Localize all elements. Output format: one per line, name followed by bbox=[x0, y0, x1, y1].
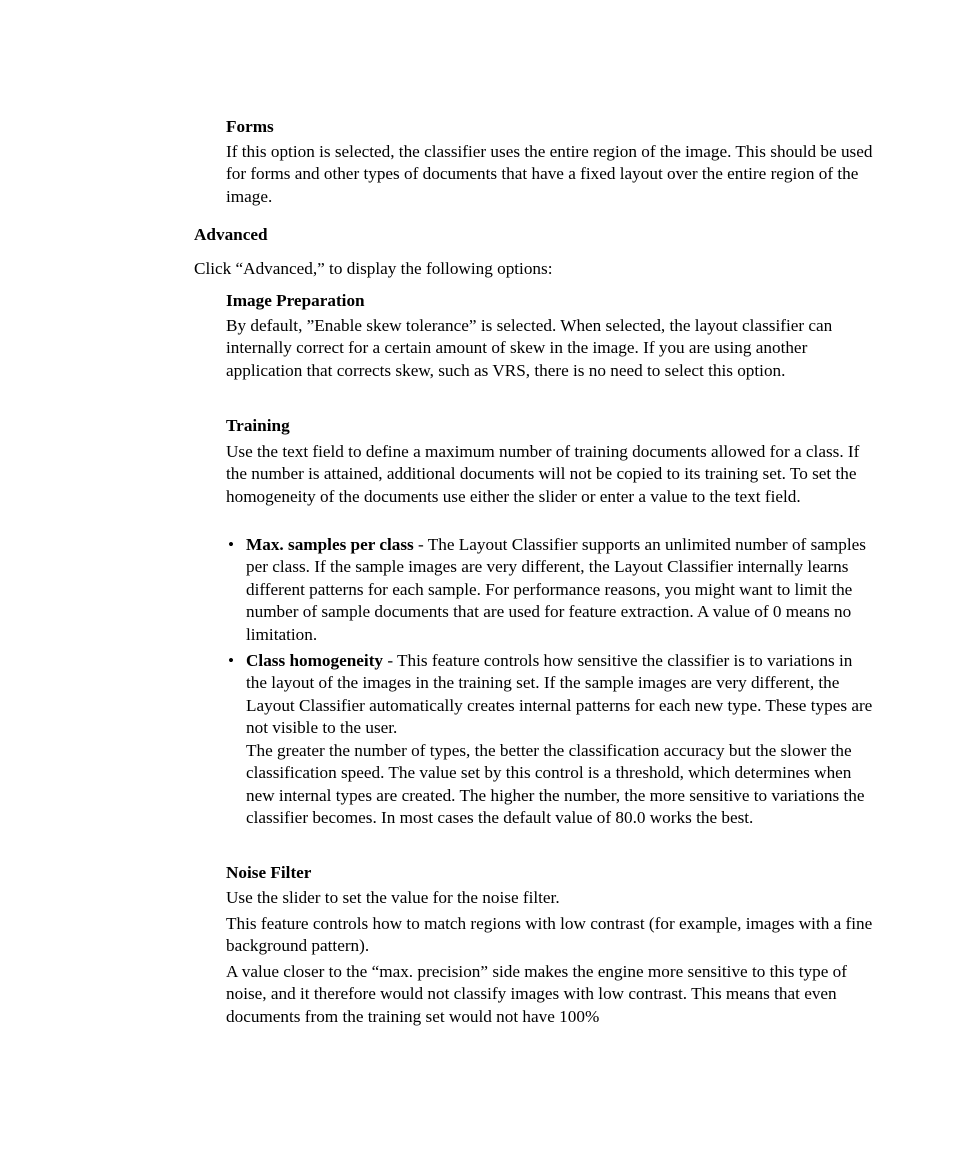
advanced-intro: Click “Advanced,” to display the following options: bbox=[194, 259, 553, 278]
image-preparation-body: By default, ”Enable skew tolerance” is selected. When selected, the layout classifier can internally correct for a certain amount of skew in the image. If you are using another application that corrects skew, such as VRS, there is no need to select this option. bbox=[226, 316, 833, 380]
bullet-icon: • bbox=[228, 651, 235, 670]
advanced-heading: Advanced bbox=[194, 225, 268, 244]
bullet-term: Class homogeneity bbox=[246, 651, 384, 670]
noise-filter-para3: A value closer to the “max. precision” side makes the engine more sensitive to this type of noise, and it therefore would not classify images with low contrast. This means that even documents from the training set would not have 100% bbox=[226, 962, 847, 1026]
noise-filter-para2: This feature controls how to match regions with low contrast (for example, images with a fine background pattern). bbox=[226, 914, 873, 956]
training-body: Use the text field to define a maximum number of training documents allowed for a class. If the number is attained, additional documents will not be copied to its training set. To set the homogeneity of the documents use either the slider or enter a value to the text field. bbox=[226, 442, 860, 506]
forms-body: If this option is selected, the classifier uses the entire region of the image. This should be used for forms and other types of documents that have a fixed layout over the entire region of the image. bbox=[226, 142, 873, 206]
forms-heading: Forms bbox=[226, 117, 274, 136]
bullet-text: - The Layout Classifier supports an unlimited number of samples per class. If the sample images are very different, the Layout Classifier internally learns different patterns for each sample. For performance reasons, you might want to limit the number of sample documents that are used for feature extraction. A value of 0 means no limitation. bbox=[246, 535, 866, 644]
bullet-text: - This feature controls how sensitive the classifier is to variations in the layout of the images in the training set. If the sample images are very different, the Layout Classifier automatically creates internal patterns for each new type. These types are not visible to the user. bbox=[246, 651, 873, 738]
bullet-icon: • bbox=[228, 535, 235, 554]
bullet-max-samples bbox=[246, 534, 876, 646]
bullet-class-homogeneity-continuation: The greater the number of types, the better the classification accuracy but the slower the classification speed. The value set by this control is a threshold, which determines when new internal types are created. The higher the number, the more sensitive to variations the classifier becomes. In most cases the default value of 80.0 works the best. bbox=[246, 741, 865, 828]
bullet-class-homogeneity bbox=[246, 650, 876, 740]
noise-filter-para1: Use the slider to set the value for the noise filter. bbox=[226, 888, 560, 907]
training-heading: Training bbox=[226, 416, 290, 435]
noise-filter-heading: Noise Filter bbox=[226, 863, 312, 882]
bullet-term: Max. samples per class bbox=[246, 535, 414, 554]
image-preparation-heading: Image Preparation bbox=[226, 291, 365, 310]
